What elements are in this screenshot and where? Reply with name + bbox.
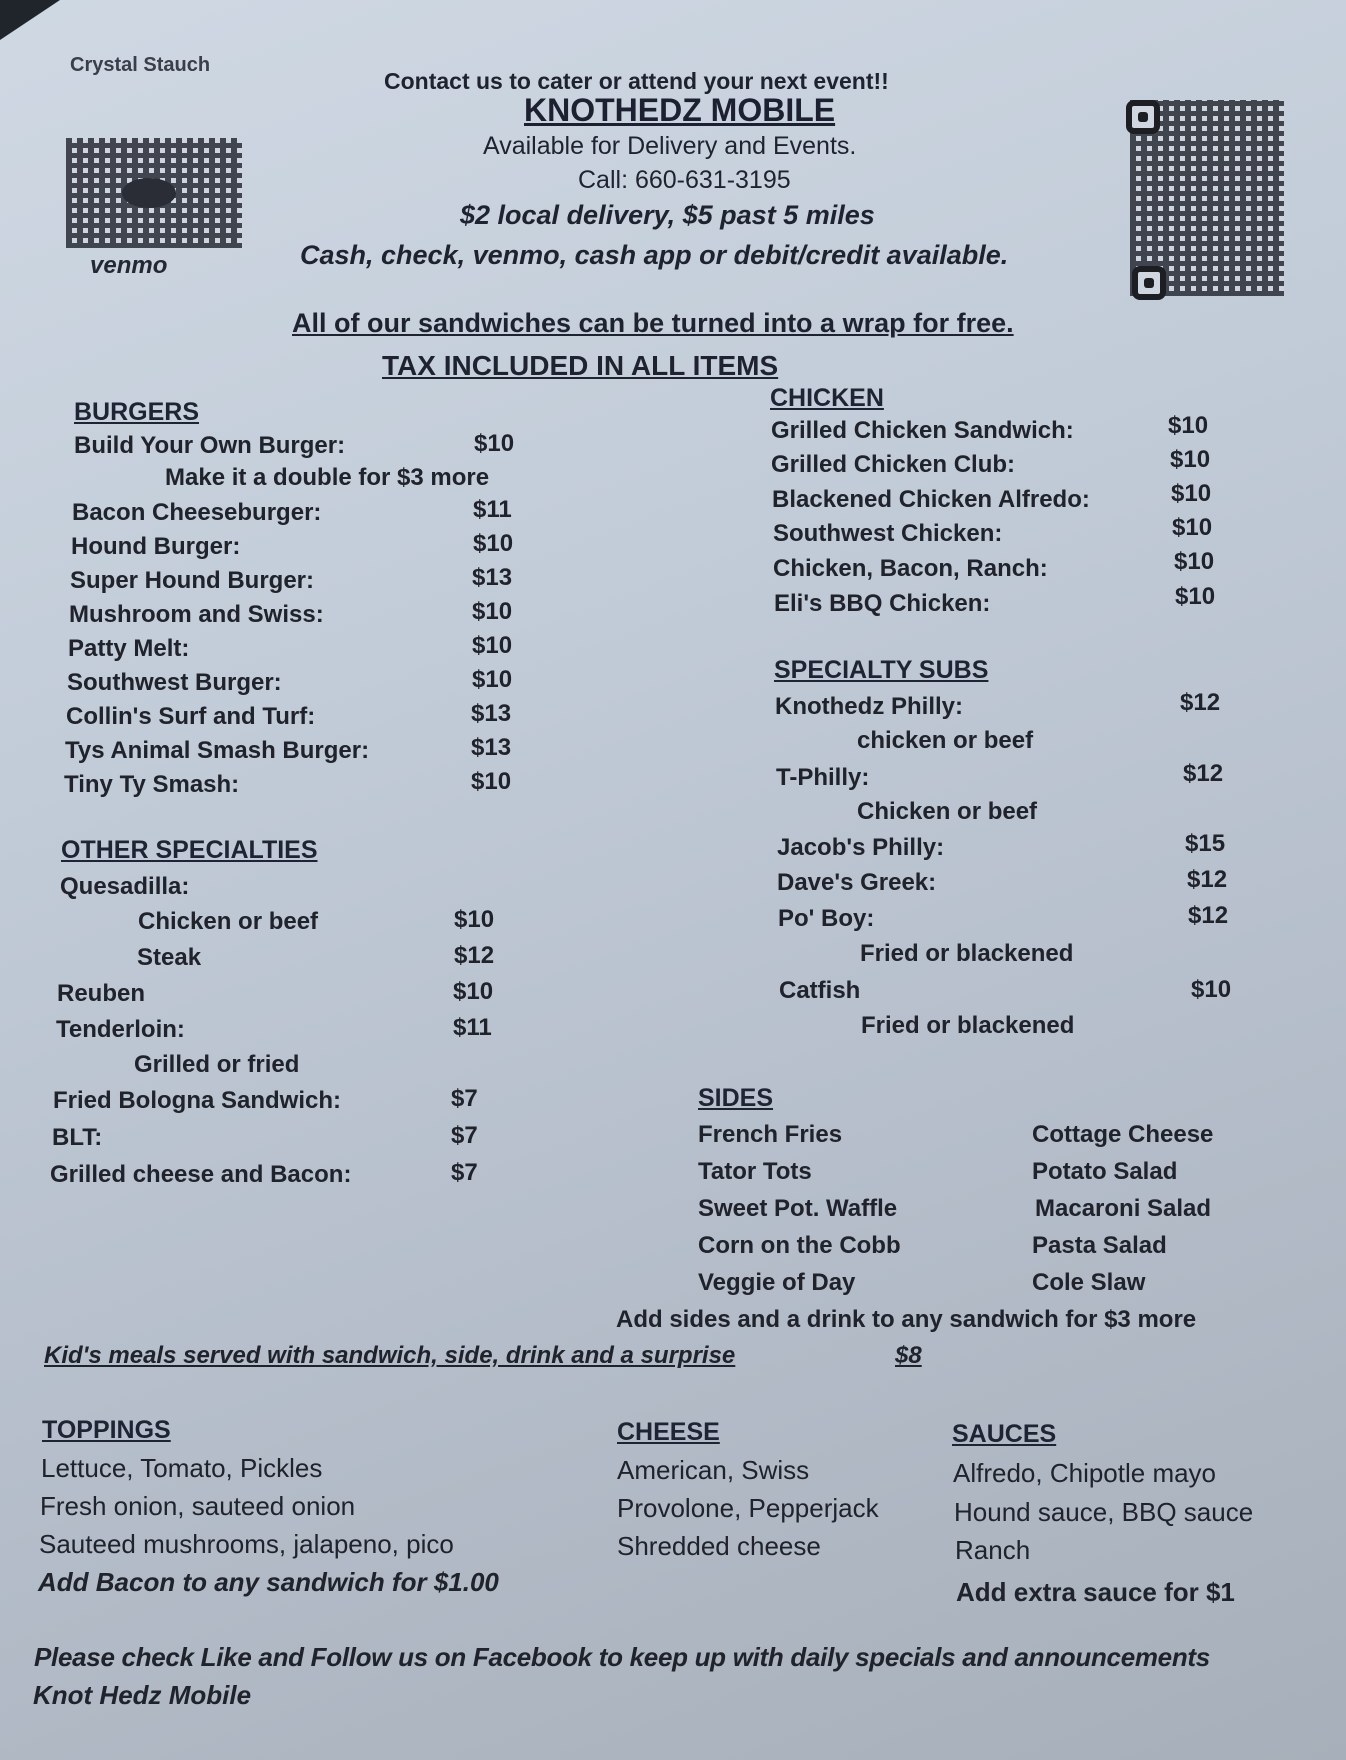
menu-item: Tiny Ty Smash: bbox=[64, 771, 240, 798]
menu-price: $10 bbox=[471, 768, 512, 795]
menu-item: Grilled Chicken Sandwich: bbox=[771, 417, 1074, 444]
menu-item-option: Fried or blackened bbox=[861, 1012, 1075, 1039]
menu-item: Patty Melt: bbox=[68, 635, 190, 662]
menu-item: Southwest Burger: bbox=[67, 669, 282, 696]
menu-item: Fried Bologna Sandwich: bbox=[53, 1087, 342, 1114]
menu-item: Blackened Chicken Alfredo: bbox=[772, 486, 1090, 513]
other-specialties-title: OTHER SPECIALTIES bbox=[61, 836, 318, 864]
sauces-title: SAUCES bbox=[952, 1420, 1057, 1448]
menu-item: Reuben bbox=[57, 980, 146, 1007]
facebook-page-name: Knot Hedz Mobile bbox=[33, 1680, 252, 1710]
menu-price: $10 bbox=[1168, 412, 1209, 439]
menu-item: BLT: bbox=[52, 1124, 103, 1151]
menu-price: $10 bbox=[472, 666, 513, 693]
menu-price: $10 bbox=[472, 632, 513, 659]
menu-item: T-Philly: bbox=[776, 764, 870, 791]
menu-price: $10 bbox=[472, 598, 513, 625]
menu-price: $12 bbox=[454, 942, 495, 969]
cheese-line: American, Swiss bbox=[617, 1455, 810, 1485]
topping-line: Sauteed mushrooms, jalapeno, pico bbox=[39, 1529, 454, 1559]
side-item: Tator Tots bbox=[698, 1158, 812, 1185]
venmo-label: venmo bbox=[90, 252, 168, 279]
menu-item: Eli's BBQ Chicken: bbox=[774, 590, 991, 617]
topping-line: Lettuce, Tomato, Pickles bbox=[41, 1453, 323, 1483]
menu-price: $7 bbox=[451, 1159, 478, 1186]
cheese-line: Provolone, Pepperjack bbox=[617, 1493, 879, 1523]
cheese-title: CHEESE bbox=[617, 1418, 720, 1446]
side-item: Sweet Pot. Waffle bbox=[698, 1195, 898, 1222]
menu-item: Tenderloin: bbox=[56, 1016, 185, 1043]
menu-item: Tys Animal Smash Burger: bbox=[65, 737, 370, 764]
menu-price: $11 bbox=[453, 1014, 492, 1041]
sauces-addon: Add extra sauce for $1 bbox=[956, 1577, 1235, 1607]
kids-meal-price: $8 bbox=[895, 1342, 922, 1369]
menu-price: $13 bbox=[471, 700, 512, 727]
qr-corner-top bbox=[1126, 100, 1160, 134]
sides-title: SIDES bbox=[698, 1084, 774, 1112]
menu-price: $15 bbox=[1185, 830, 1226, 857]
menu-item: Super Hound Burger: bbox=[70, 567, 314, 594]
side-item: Corn on the Cobb bbox=[698, 1232, 901, 1259]
qr-corner-bottom bbox=[1132, 266, 1166, 300]
menu-price: $12 bbox=[1187, 866, 1228, 893]
business-name: KNOTHEDZ MOBILE bbox=[524, 92, 836, 128]
kids-meal-note: Kid's meals served with sandwich, side, drink and a surprise bbox=[44, 1342, 736, 1369]
tax-note: TAX INCLUDED IN ALL ITEMS bbox=[382, 350, 779, 381]
menu-item: Chicken, Bacon, Ranch: bbox=[773, 555, 1048, 582]
availability: Available for Delivery and Events. bbox=[483, 132, 857, 160]
menu-price: $7 bbox=[451, 1122, 478, 1149]
side-item: Potato Salad bbox=[1032, 1158, 1178, 1185]
menu-price: $10 bbox=[1170, 446, 1211, 473]
menu-item-option: Steak bbox=[137, 944, 202, 971]
menu-price: $10 bbox=[1174, 548, 1215, 575]
side-item: Macaroni Salad bbox=[1035, 1195, 1212, 1222]
burgers-title: BURGERS bbox=[74, 398, 200, 426]
menu-item-option: Grilled or fried bbox=[134, 1051, 300, 1078]
menu-item: Grilled cheese and Bacon: bbox=[50, 1161, 352, 1188]
sauce-line: Hound sauce, BBQ sauce bbox=[954, 1497, 1254, 1527]
menu-price: $13 bbox=[472, 564, 513, 591]
menu-item: Jacob's Philly: bbox=[777, 834, 945, 861]
menu-item-option: Fried or blackened bbox=[860, 940, 1074, 967]
toppings-title: TOPPINGS bbox=[42, 1416, 171, 1444]
menu-item-note: Make it a double for $3 more bbox=[165, 464, 490, 491]
cheese-line: Shredded cheese bbox=[617, 1531, 821, 1561]
contact-line: Contact us to cater or attend your next event!! bbox=[384, 68, 889, 94]
chicken-title: CHICKEN bbox=[770, 384, 884, 412]
menu-item: Bacon Cheeseburger: bbox=[72, 499, 322, 526]
menu-price: $12 bbox=[1180, 689, 1221, 716]
menu-price: $10 bbox=[1175, 583, 1216, 610]
side-item: Cole Slaw bbox=[1032, 1269, 1146, 1296]
menu-price: $10 bbox=[454, 906, 495, 933]
side-item: Pasta Salad bbox=[1032, 1232, 1167, 1259]
menu-price: $12 bbox=[1188, 902, 1229, 929]
side-item: Cottage Cheese bbox=[1032, 1121, 1214, 1148]
menu-price: $13 bbox=[471, 734, 512, 761]
side-item: Veggie of Day bbox=[698, 1269, 856, 1296]
menu-item: Collin's Surf and Turf: bbox=[66, 703, 316, 730]
menu-item: Build Your Own Burger: bbox=[74, 432, 346, 459]
payment-options: Cash, check, venmo, cash app or debit/credit available. bbox=[300, 240, 1009, 270]
menu-price: $10 bbox=[473, 530, 514, 557]
menu-price: $7 bbox=[451, 1085, 478, 1112]
menu-price: $10 bbox=[1191, 976, 1232, 1003]
menu-item: Grilled Chicken Club: bbox=[771, 451, 1016, 478]
toppings-addon: Add Bacon to any sandwich for $1.00 bbox=[38, 1567, 499, 1597]
menu-price: $10 bbox=[453, 978, 494, 1005]
menu-price: $12 bbox=[1183, 760, 1224, 787]
menu-price: $10 bbox=[1171, 480, 1212, 507]
menu-price: $10 bbox=[474, 430, 515, 457]
delivery-fees: $2 local delivery, $5 past 5 miles bbox=[460, 200, 875, 230]
side-item: French Fries bbox=[698, 1121, 843, 1148]
venmo-logo-dot bbox=[122, 178, 176, 208]
menu-price: $10 bbox=[1172, 514, 1213, 541]
facebook-note: Please check Like and Follow us on Facebook to keep up with daily specials and announcements bbox=[34, 1642, 1210, 1672]
menu-item: Hound Burger: bbox=[71, 533, 241, 560]
menu-item: Knothedz Philly: bbox=[775, 693, 963, 720]
sauce-line: Alfredo, Chipotle mayo bbox=[953, 1458, 1217, 1488]
specialty-subs-title: SPECIALTY SUBS bbox=[774, 656, 989, 684]
sauce-line: Ranch bbox=[955, 1535, 1031, 1565]
sides-addon: Add sides and a drink to any sandwich for $3 more bbox=[616, 1306, 1197, 1333]
menu-item: Southwest Chicken: bbox=[773, 520, 1003, 547]
menu-item: Mushroom and Swiss: bbox=[69, 601, 324, 628]
menu-item-option: Chicken or beef bbox=[857, 798, 1038, 825]
vendor-name: Crystal Stauch bbox=[70, 54, 211, 76]
menu-item: Po' Boy: bbox=[778, 905, 875, 932]
topping-line: Fresh onion, sauteed onion bbox=[40, 1491, 356, 1521]
wrap-note: All of our sandwiches can be turned into a wrap for free. bbox=[292, 308, 1014, 338]
menu-item: Catfish bbox=[779, 977, 861, 1004]
menu-item-option: chicken or beef bbox=[857, 727, 1034, 754]
menu-price: $11 bbox=[473, 496, 512, 523]
menu-item: Quesadilla: bbox=[60, 873, 190, 900]
menu-item-option: Chicken or beef bbox=[138, 908, 319, 935]
phone: Call: 660-631-3195 bbox=[578, 166, 791, 194]
menu-item: Dave's Greek: bbox=[777, 869, 937, 896]
